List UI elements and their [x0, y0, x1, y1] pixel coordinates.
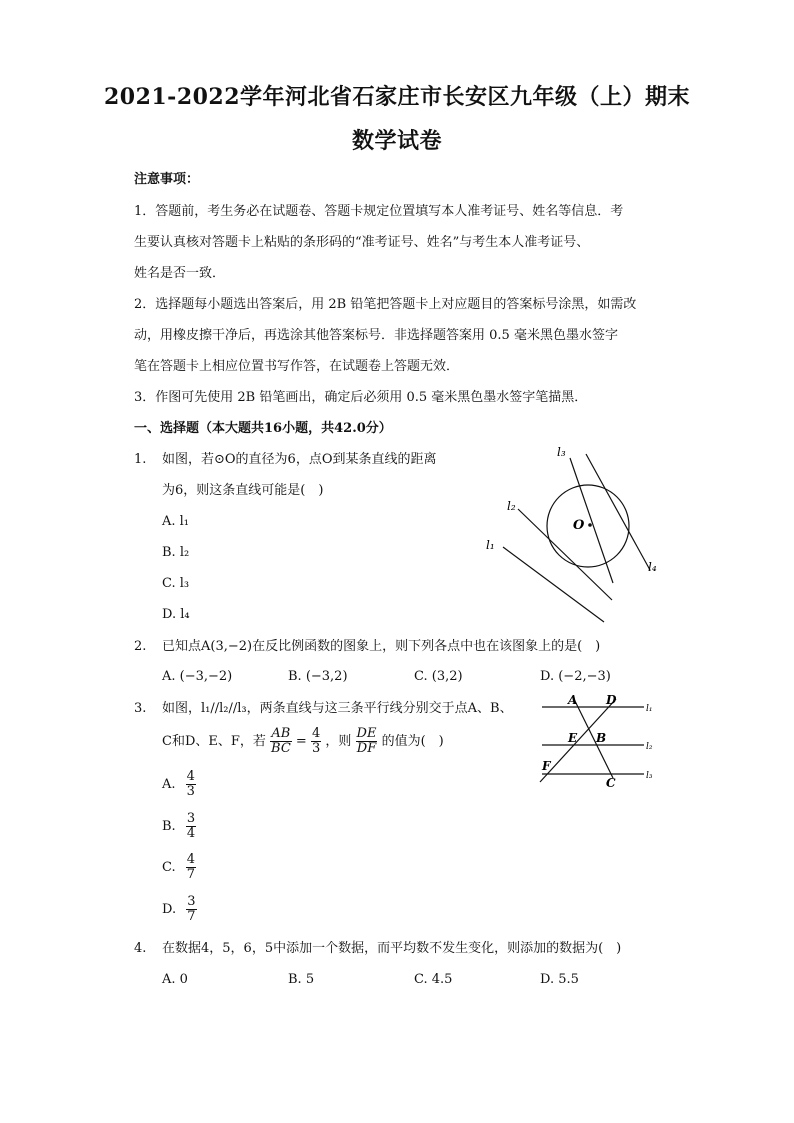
total-score: 42.0: [334, 421, 366, 436]
fraction-numerator: 4: [186, 769, 195, 784]
label-l1: l₁: [646, 704, 653, 714]
q1-option-d: D. l₄: [162, 607, 190, 622]
option-fraction: [186, 812, 196, 841]
fraction-numerator: 4: [311, 726, 321, 741]
center-point-o: [588, 523, 592, 527]
fraction-numerator: AB: [271, 726, 291, 741]
notice-line: 姓名是否一致．: [134, 266, 226, 281]
q4-option-c: C. 4.5: [414, 972, 453, 987]
section-heading: [134, 420, 392, 438]
q3-option-a: [162, 770, 196, 799]
label-d: D: [606, 693, 617, 707]
fraction-numerator: 4: [186, 852, 196, 867]
label-f: F: [542, 759, 551, 773]
label-l3: l₃: [557, 445, 566, 459]
fraction-de-df: [356, 727, 378, 756]
q1-stem-line2: 为6，则这条直线可能是( ): [162, 483, 324, 498]
q3-option-c: [162, 853, 196, 882]
q1-circle-figure: [480, 440, 670, 630]
q2-option-b: B. (−3,2): [288, 669, 348, 684]
notice-heading: 注意事项：: [134, 172, 200, 187]
q1-option-c: C. l₃: [162, 576, 190, 591]
fraction-numerator: 3: [186, 811, 196, 826]
fraction-four-thirds: [311, 727, 321, 756]
page-subtitle: 数学试卷: [351, 128, 442, 154]
q3-stem-mid: ，则: [325, 734, 352, 749]
label-l2: l₂: [646, 742, 653, 752]
fraction-denominator: DF: [356, 741, 377, 756]
fraction-denominator: 3: [311, 741, 321, 756]
q1-option-a: A. l₁: [162, 514, 190, 529]
q3-stem-line2: [162, 727, 444, 756]
label-e: E: [568, 731, 578, 745]
q4-stem: 在数据4，5，6，5中添加一个数据，而平均数不发生变化，则添加的数据为( ): [162, 941, 622, 956]
q3-option-b: [162, 812, 196, 841]
label-o: O: [573, 518, 585, 533]
q4-option-b: B. 5: [288, 972, 315, 987]
q3-option-d: [162, 895, 197, 924]
option-label: C.: [162, 860, 176, 875]
q3-parallel-lines-figure: [532, 690, 662, 794]
page-title: 2021-2022学年河北省石家庄市长安区九年级（上）期末: [103, 84, 691, 110]
label-c: C: [606, 776, 616, 790]
q1-stem-line1: 如图，若⊙O的直径为6，点O到某条直线的距离: [162, 452, 437, 467]
option-label: A.: [162, 777, 176, 792]
fraction-numerator: DE: [356, 726, 377, 741]
q2-number: 2.: [134, 639, 147, 654]
q1-number: 1.: [134, 452, 147, 467]
line-l4: [586, 454, 650, 570]
q2-option-a: A. (−3,−2): [162, 669, 233, 684]
q4-option-d: D. 5.5: [540, 972, 579, 987]
notice-line: 生要认真核对答题卡上粘贴的条形码的“准考证号、姓名”与考生本人准考证号、: [134, 235, 590, 250]
fraction-numerator: 3: [187, 894, 196, 909]
notice-line: 2．选择题每小题选出答案后，用 2B 铅笔把答题卡上对应题目的答案标号涂黑，如需改: [134, 297, 637, 312]
label-l4: l₄: [648, 560, 657, 574]
circle-o: [547, 485, 629, 567]
fraction-denominator: BC: [271, 741, 291, 756]
label-l1: l₁: [486, 538, 495, 552]
q3-stem-post: 的值为( ): [381, 734, 444, 749]
q1-option-b: B. l₂: [162, 545, 190, 560]
q2-option-d: D. (−2,−3): [540, 669, 611, 684]
question-count: 16: [264, 421, 283, 436]
option-fraction: [186, 853, 196, 882]
option-label: B.: [162, 819, 176, 834]
label-b: B: [596, 731, 607, 745]
fraction-denominator: 4: [186, 826, 196, 841]
label-a: A: [568, 693, 578, 707]
section-heading-mid: 小题，共: [282, 421, 335, 436]
fraction-ab-bc: [270, 727, 292, 756]
notice-line: 笔在答题卡上相应位置书写作答，在试题卷上答题无效．: [134, 359, 460, 374]
q3-number: 3.: [134, 701, 147, 716]
section-heading-post: 分）: [365, 421, 392, 436]
option-fraction: [186, 895, 196, 924]
q3-stem-pre: C和D、E、F，若: [162, 734, 266, 749]
fraction-denominator: 7: [186, 867, 196, 882]
q4-number: 4.: [134, 941, 147, 956]
option-fraction: [186, 770, 196, 799]
fraction-denominator: 3: [186, 784, 195, 799]
equals-sign: =: [295, 734, 311, 749]
option-label: D.: [162, 902, 177, 917]
notice-line: 动，用橡皮擦干净后，再选涂其他答案标号．非选择题答案用 0.5 毫米黑色墨水签字: [134, 328, 618, 343]
notice-line: 1．答题前，考生务必在试题卷、答题卡规定位置填写本人准考证号、姓名等信息．考: [134, 204, 624, 219]
notice-line: 3．作图可先使用 2B 铅笔画出，确定后必须用 0.5 毫米黑色墨水签字笔描黑．: [134, 390, 588, 405]
label-l3: l₃: [646, 771, 653, 781]
q2-stem: 已知点A(3,−2)在反比例函数的图象上，则下列各点中也在该图象上的是( ): [162, 639, 601, 654]
q4-option-a: A. 0: [162, 972, 188, 987]
fraction-denominator: 7: [187, 909, 196, 924]
q3-stem-line1: 如图，l₁//l₂//l₃，两条直线与这三条平行线分别交于点A、B、: [162, 701, 513, 716]
section-heading-pre: 一、选择题（本大题共: [134, 421, 265, 436]
label-l2: l₂: [507, 499, 516, 513]
line-l1: [503, 547, 604, 622]
q2-option-c: C. (3,2): [414, 669, 463, 684]
line-l2: [518, 509, 612, 600]
